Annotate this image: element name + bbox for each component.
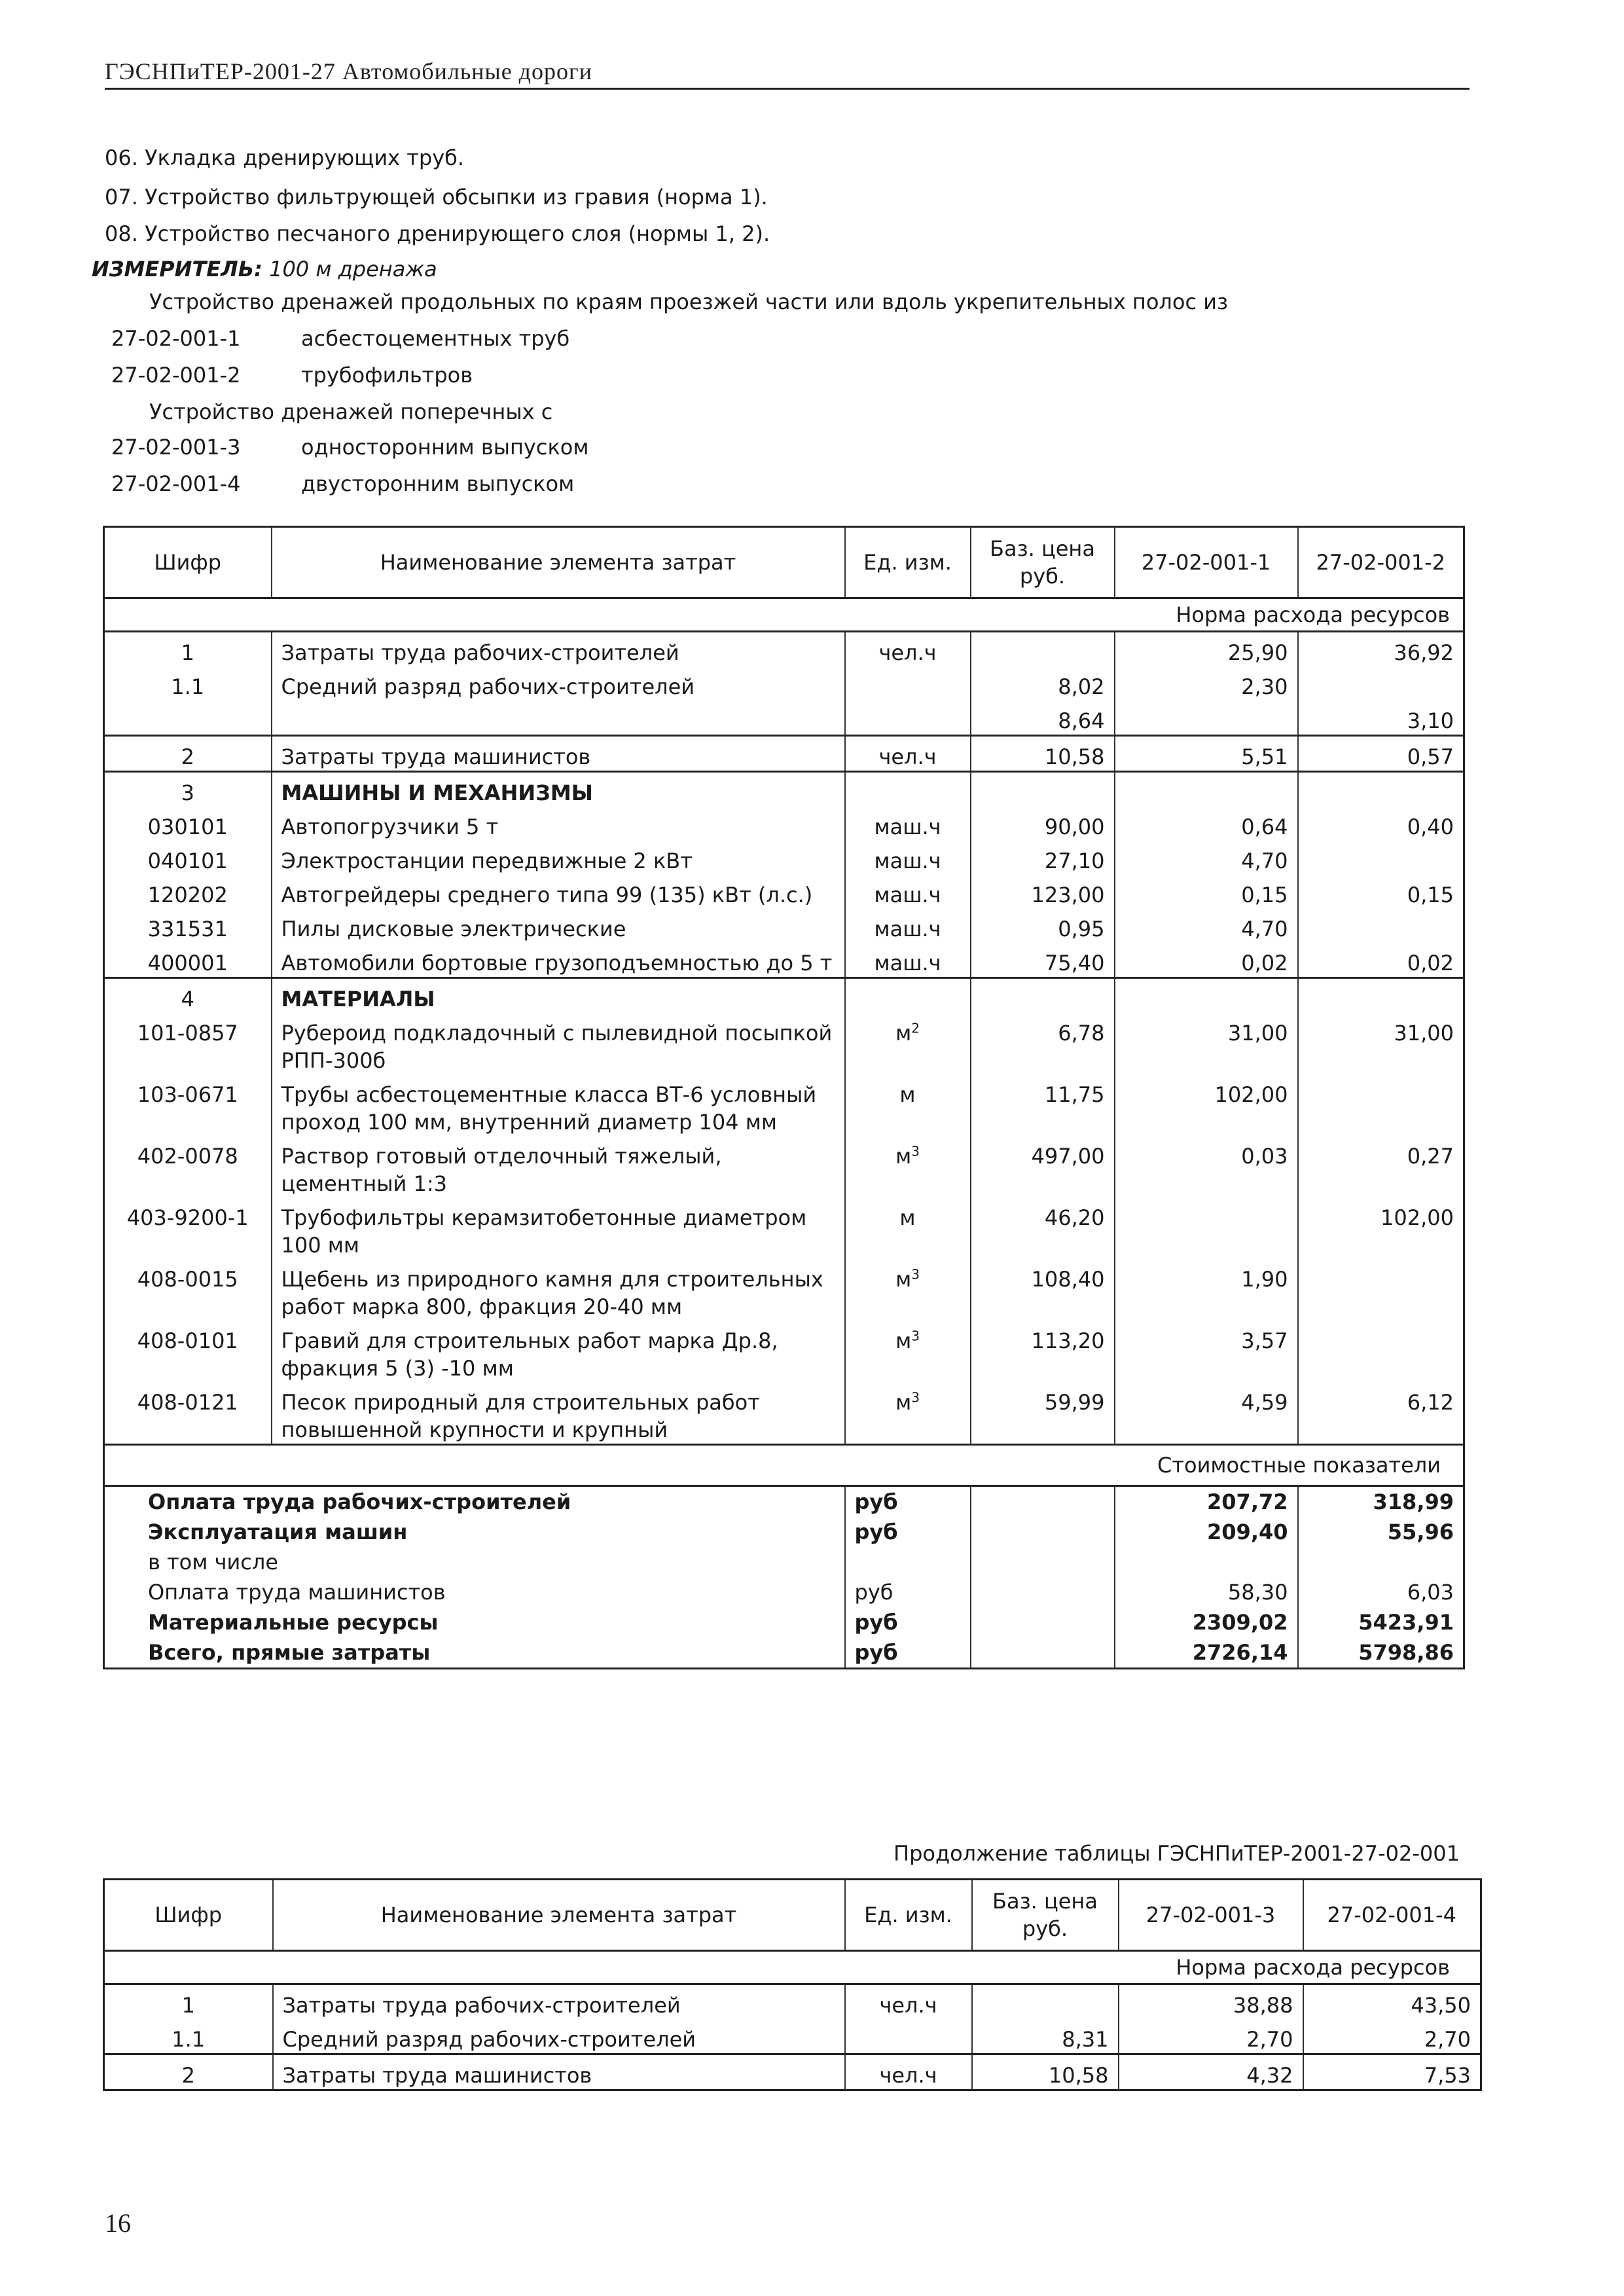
cost-value-2: 5423,91 <box>1298 1607 1464 1637</box>
table-header-row <box>104 1880 1481 1951</box>
row-code <box>104 701 272 736</box>
row-value-1: 2,30 <box>1115 666 1298 701</box>
row-value-2 <box>1298 909 1464 943</box>
row-name: Электростанции передвижные 2 кВт <box>272 841 845 875</box>
row-value-1: 25,90 <box>1115 632 1298 667</box>
cost-row <box>104 1577 1464 1607</box>
row-code: 1 <box>181 1993 195 2018</box>
unit-line <box>92 257 437 282</box>
row-code: 408-0121 <box>137 1390 238 1415</box>
row-value-1: 0,03 <box>1115 1136 1298 1197</box>
row-code: 402-0078 <box>137 1144 238 1169</box>
row-price: 8,31 <box>972 2019 1119 2054</box>
table-row <box>104 1259 1464 1321</box>
row-value-1: 1,90 <box>1115 1259 1298 1321</box>
row-value-2 <box>1298 1321 1464 1382</box>
table-row <box>104 1321 1464 1382</box>
row-unit: маш.ч <box>845 841 971 875</box>
row-value-1 <box>1115 1197 1298 1259</box>
cost-value-2: 55,96 <box>1298 1517 1464 1547</box>
row-name: Автогрейдеры среднего типа 99 (135) кВт (л.с.) <box>272 875 845 909</box>
row-name: Затраты труда рабочих-строителей <box>272 632 845 667</box>
row-price: 59,99 <box>971 1382 1115 1445</box>
row-price <box>972 1984 1119 2020</box>
row-unit: $м^3$ <box>845 1259 971 1321</box>
row-price: 10,58 <box>972 2054 1119 2090</box>
row-name: Затраты труда рабочих-строителей <box>273 1984 845 2020</box>
column-header: Наименование элемента затрат <box>273 1880 845 1951</box>
row-name: Затраты труда машинистов <box>273 2054 845 2090</box>
row-value-2: 102,00 <box>1298 1197 1464 1259</box>
code-line <box>111 363 473 388</box>
row-price: 27,10 <box>971 841 1115 875</box>
row-value-2: 0,57 <box>1298 736 1464 772</box>
row-value-1: 5,51 <box>1115 736 1298 772</box>
row-value-2 <box>1298 1259 1464 1321</box>
table-row <box>104 841 1464 875</box>
cost-header-row <box>104 1445 1464 1486</box>
table-row <box>104 736 1464 772</box>
cost-unit: руб <box>845 1577 971 1607</box>
row-value-1: 0,02 <box>1115 943 1298 978</box>
row-value-2 <box>1298 1074 1464 1136</box>
row-price: 123,00 <box>971 875 1115 909</box>
row-price: 6,78 <box>971 1013 1115 1074</box>
row-value-1: 4,32 <box>1119 2054 1303 2090</box>
row-code: 2 <box>104 2054 273 2090</box>
row-value-2: 3,10 <box>1298 701 1464 736</box>
column-header: Баз. цена руб. <box>972 1880 1119 1951</box>
row-price: 8,64 <box>971 701 1115 736</box>
row-name: Песок природный для строительных работ повышенной крупности и крупный <box>272 1382 845 1445</box>
code: 27-02-001-3 <box>111 435 241 460</box>
row-code: 1 <box>181 640 194 665</box>
resource-table-continuation <box>103 1878 1482 2091</box>
cost-value-1: 2309,02 <box>1115 1607 1298 1637</box>
column-header: Шифр <box>104 527 272 598</box>
row-price: 0,95 <box>971 909 1115 943</box>
table-row <box>104 1074 1464 1136</box>
row-name: Раствор готовый отделочный тяжелый, цементный 1:3 <box>272 1136 845 1197</box>
cost-value-2 <box>1298 1547 1464 1577</box>
cost-name: Материальные ресурсы <box>148 1610 439 1635</box>
table-row <box>104 632 1464 667</box>
row-price: 8,02 <box>971 666 1115 701</box>
column-header: Ед. изм. <box>845 527 971 598</box>
row-value-2: 36,92 <box>1298 632 1464 667</box>
cost-row <box>104 1607 1464 1637</box>
row-value-1: 0,64 <box>1115 807 1298 841</box>
column-header: 27-02-001-3 <box>1119 1880 1303 1951</box>
cost-row <box>104 1547 1464 1577</box>
cost-value-2: 6,03 <box>1298 1577 1464 1607</box>
row-unit: м <box>845 1197 971 1259</box>
row-value-2: 7,53 <box>1303 2054 1481 2090</box>
row-unit: м <box>845 1074 971 1136</box>
table-row <box>104 875 1464 909</box>
row-value-2: 2,70 <box>1303 2019 1481 2054</box>
column-header: Ед. изм. <box>845 1880 972 1951</box>
row-unit: маш.ч <box>845 807 971 841</box>
row-value-1: 31,00 <box>1115 1013 1298 1074</box>
row-name: Трубы асбестоцементные класса ВТ-6 условный проход 100 мм, внутренний диаметр 104 мм <box>272 1074 845 1136</box>
row-code: 1.1 <box>171 2027 206 2052</box>
row-unit: чел.ч <box>845 1984 972 2020</box>
row-price: 108,40 <box>971 1259 1115 1321</box>
row-unit: маш.ч <box>845 909 971 943</box>
row-code: 030101 <box>147 814 228 839</box>
row-code: 1.1 <box>171 674 205 699</box>
row-name: Затраты труда машинистов <box>272 736 845 772</box>
cost-row <box>104 1486 1464 1518</box>
table-row <box>104 807 1464 841</box>
header-rule <box>105 88 1470 90</box>
cost-unit: руб <box>845 1486 971 1518</box>
table-header-row <box>104 527 1464 598</box>
row-unit: чел.ч <box>845 632 971 667</box>
row-code: 120202 <box>147 883 228 907</box>
cost-value-2: 5798,86 <box>1298 1637 1464 1669</box>
row-unit: маш.ч <box>845 943 971 978</box>
row-price <box>971 632 1115 667</box>
norma-label: Норма расхода ресурсов <box>104 1951 1481 1984</box>
row-name: Рубероид подкладочный с пылевидной посыпкой РПП-300б <box>272 1013 845 1074</box>
table-row <box>104 701 1464 736</box>
row-value-1: 4,70 <box>1115 841 1298 875</box>
group-title: Устройство дренажей продольных по краям проезжей части или вдоль укрепительных полос из <box>149 289 1229 314</box>
row-value-1 <box>1115 701 1298 736</box>
cost-value-1: 207,72 <box>1115 1486 1298 1518</box>
cost-unit <box>845 1547 971 1577</box>
row-value-2: 43,50 <box>1303 1984 1481 2020</box>
section-row-materials <box>104 978 1464 1013</box>
running-title: ГЭСНПиТЕР-2001-27 Автомобильные дороги <box>105 58 593 84</box>
row-unit <box>845 2019 972 2054</box>
row-code: 101-0857 <box>137 1021 238 1046</box>
row-name: Трубофильтры керамзитобетонные диаметром 100 мм <box>272 1197 845 1259</box>
row-unit: $м^3$ <box>845 1382 971 1445</box>
row-price: 90,00 <box>971 807 1115 841</box>
row-value-1: 38,88 <box>1119 1984 1303 2020</box>
column-header: 27-02-001-1 <box>1115 527 1298 598</box>
row-name: Средний разряд рабочих-строителей <box>272 666 845 701</box>
section-row-machines <box>104 772 1464 807</box>
row-code: 408-0101 <box>137 1328 238 1353</box>
cost-value-2: 318,99 <box>1298 1486 1464 1518</box>
row-name: Автомобили бортовые грузоподъемностью до 5 т <box>272 943 845 978</box>
row-name: Щебень из природного камня для строительных работ марка 800, фракция 20-40 мм <box>272 1259 845 1321</box>
table-row <box>104 666 1464 701</box>
row-value-1: 3,57 <box>1115 1321 1298 1382</box>
column-header: Баз. цена руб. <box>971 527 1115 598</box>
row-value-2: 0,40 <box>1298 807 1464 841</box>
row-value-1: 0,15 <box>1115 875 1298 909</box>
column-header: 27-02-001-2 <box>1298 527 1464 598</box>
row-unit: чел.ч <box>845 736 971 772</box>
continuation-title: Продолжение таблицы ГЭСНПиТЕР-2001-27-02-001 <box>893 1841 1460 1866</box>
table-row <box>104 1984 1481 2020</box>
resource-table <box>103 526 1465 1669</box>
cost-value-1: 58,30 <box>1115 1577 1298 1607</box>
work-item: 06. Укладка дренирующих труб. <box>105 145 465 170</box>
table-row <box>104 943 1464 978</box>
row-code: 040101 <box>147 848 228 873</box>
row-price: 497,00 <box>971 1136 1115 1197</box>
section-title: МАТЕРИАЛЫ <box>272 978 845 1013</box>
row-code: 403-9200-1 <box>126 1205 249 1230</box>
table-row <box>104 1382 1464 1445</box>
cost-name: Всего, прямые затраты <box>148 1640 431 1665</box>
row-value-1: 4,59 <box>1115 1382 1298 1445</box>
row-value-2: 31,00 <box>1298 1013 1464 1074</box>
row-value-2: 6,12 <box>1298 1382 1464 1445</box>
code-text: трубофильтров <box>301 363 473 388</box>
row-code: 408-0015 <box>137 1267 238 1292</box>
cost-unit: руб <box>845 1637 971 1669</box>
row-name: Пилы дисковые электрические <box>272 909 845 943</box>
cost-name: Оплата труда машинистов <box>148 1580 446 1605</box>
row-value-1: 102,00 <box>1115 1074 1298 1136</box>
code-text: двусторонним выпуском <box>301 471 575 496</box>
row-unit: чел.ч <box>845 2054 972 2090</box>
column-header: Наименование элемента затрат <box>272 527 845 598</box>
unit-label: ИЗМЕРИТЕЛЬ: <box>92 257 262 282</box>
table-row <box>104 1197 1464 1259</box>
row-name: Средний разряд рабочих-строителей <box>273 2019 845 2054</box>
row-name: Автопогрузчики 5 т <box>272 807 845 841</box>
section-code: 3 <box>104 772 272 807</box>
cost-row <box>104 1637 1464 1669</box>
row-unit <box>845 701 971 736</box>
norma-row <box>104 1951 1481 1984</box>
row-price: 46,20 <box>971 1197 1115 1259</box>
row-value-2: 0,15 <box>1298 875 1464 909</box>
code: 27-02-001-2 <box>111 363 241 388</box>
row-value-2: 0,27 <box>1298 1136 1464 1197</box>
column-header: 27-02-001-4 <box>1303 1880 1481 1951</box>
row-price: 113,20 <box>971 1321 1115 1382</box>
cost-value-1: 2726,14 <box>1115 1637 1298 1669</box>
cost-value-1: 209,40 <box>1115 1517 1298 1547</box>
cost-label: Стоимостные показатели <box>104 1445 1464 1486</box>
table-row <box>104 2019 1481 2054</box>
cost-value-1 <box>1115 1547 1298 1577</box>
row-name: Гравий для строительных работ марка Др.8, фракция 5 (3) -10 мм <box>272 1321 845 1382</box>
table-row <box>104 1136 1464 1197</box>
row-code: 400001 <box>147 951 228 975</box>
row-price: 75,40 <box>971 943 1115 978</box>
cost-unit: руб <box>845 1607 971 1637</box>
code-line <box>111 435 588 460</box>
row-value-2 <box>1298 841 1464 875</box>
cost-row <box>104 1517 1464 1547</box>
cost-name: Оплата труда рабочих-строителей <box>104 1486 845 1518</box>
section-code: 4 <box>104 978 272 1013</box>
row-unit: маш.ч <box>845 875 971 909</box>
row-value-2: 0,02 <box>1298 943 1464 978</box>
row-price: 10,58 <box>971 736 1115 772</box>
row-unit: $м^3$ <box>845 1136 971 1197</box>
norma-row <box>104 598 1464 632</box>
group-title: Устройство дренажей поперечных с <box>149 399 553 424</box>
code: 27-02-001-4 <box>111 471 241 496</box>
row-code: 2 <box>104 736 272 772</box>
cost-name: Эксплуатация машин <box>148 1520 408 1544</box>
table-row <box>104 2054 1481 2090</box>
work-item: 07. Устройство фильтрующей обсыпки из гравия (норма 1). <box>105 185 768 210</box>
table-row <box>104 909 1464 943</box>
row-code: 103-0671 <box>137 1082 238 1107</box>
code-line <box>111 326 569 351</box>
row-unit: $м^3$ <box>845 1321 971 1382</box>
row-code: 331531 <box>147 917 228 941</box>
row-value-1: 4,70 <box>1115 909 1298 943</box>
code-text: односторонним выпуском <box>301 435 589 460</box>
cost-unit: руб <box>845 1517 971 1547</box>
row-price: 11,75 <box>971 1074 1115 1136</box>
row-value-1: 2,70 <box>1119 2019 1303 2054</box>
column-header: Шифр <box>104 1880 273 1951</box>
unit-value: 100 м дренажа <box>269 257 437 282</box>
work-item: 08. Устройство песчаного дренирующего слоя (нормы 1, 2). <box>105 221 770 246</box>
code-text: асбестоцементных труб <box>301 326 570 351</box>
row-name <box>272 701 845 736</box>
table-row <box>104 1013 1464 1074</box>
norma-label: Норма расхода ресурсов <box>104 598 1464 632</box>
code-line <box>111 471 574 496</box>
row-value-2 <box>1298 666 1464 701</box>
code: 27-02-001-1 <box>111 326 241 351</box>
page-number: 16 <box>105 2208 131 2238</box>
row-unit <box>845 666 971 701</box>
row-unit: $м^2$ <box>845 1013 971 1074</box>
section-title: МАШИНЫ И МЕХАНИЗМЫ <box>272 772 845 807</box>
cost-name: в том числе <box>148 1550 278 1575</box>
